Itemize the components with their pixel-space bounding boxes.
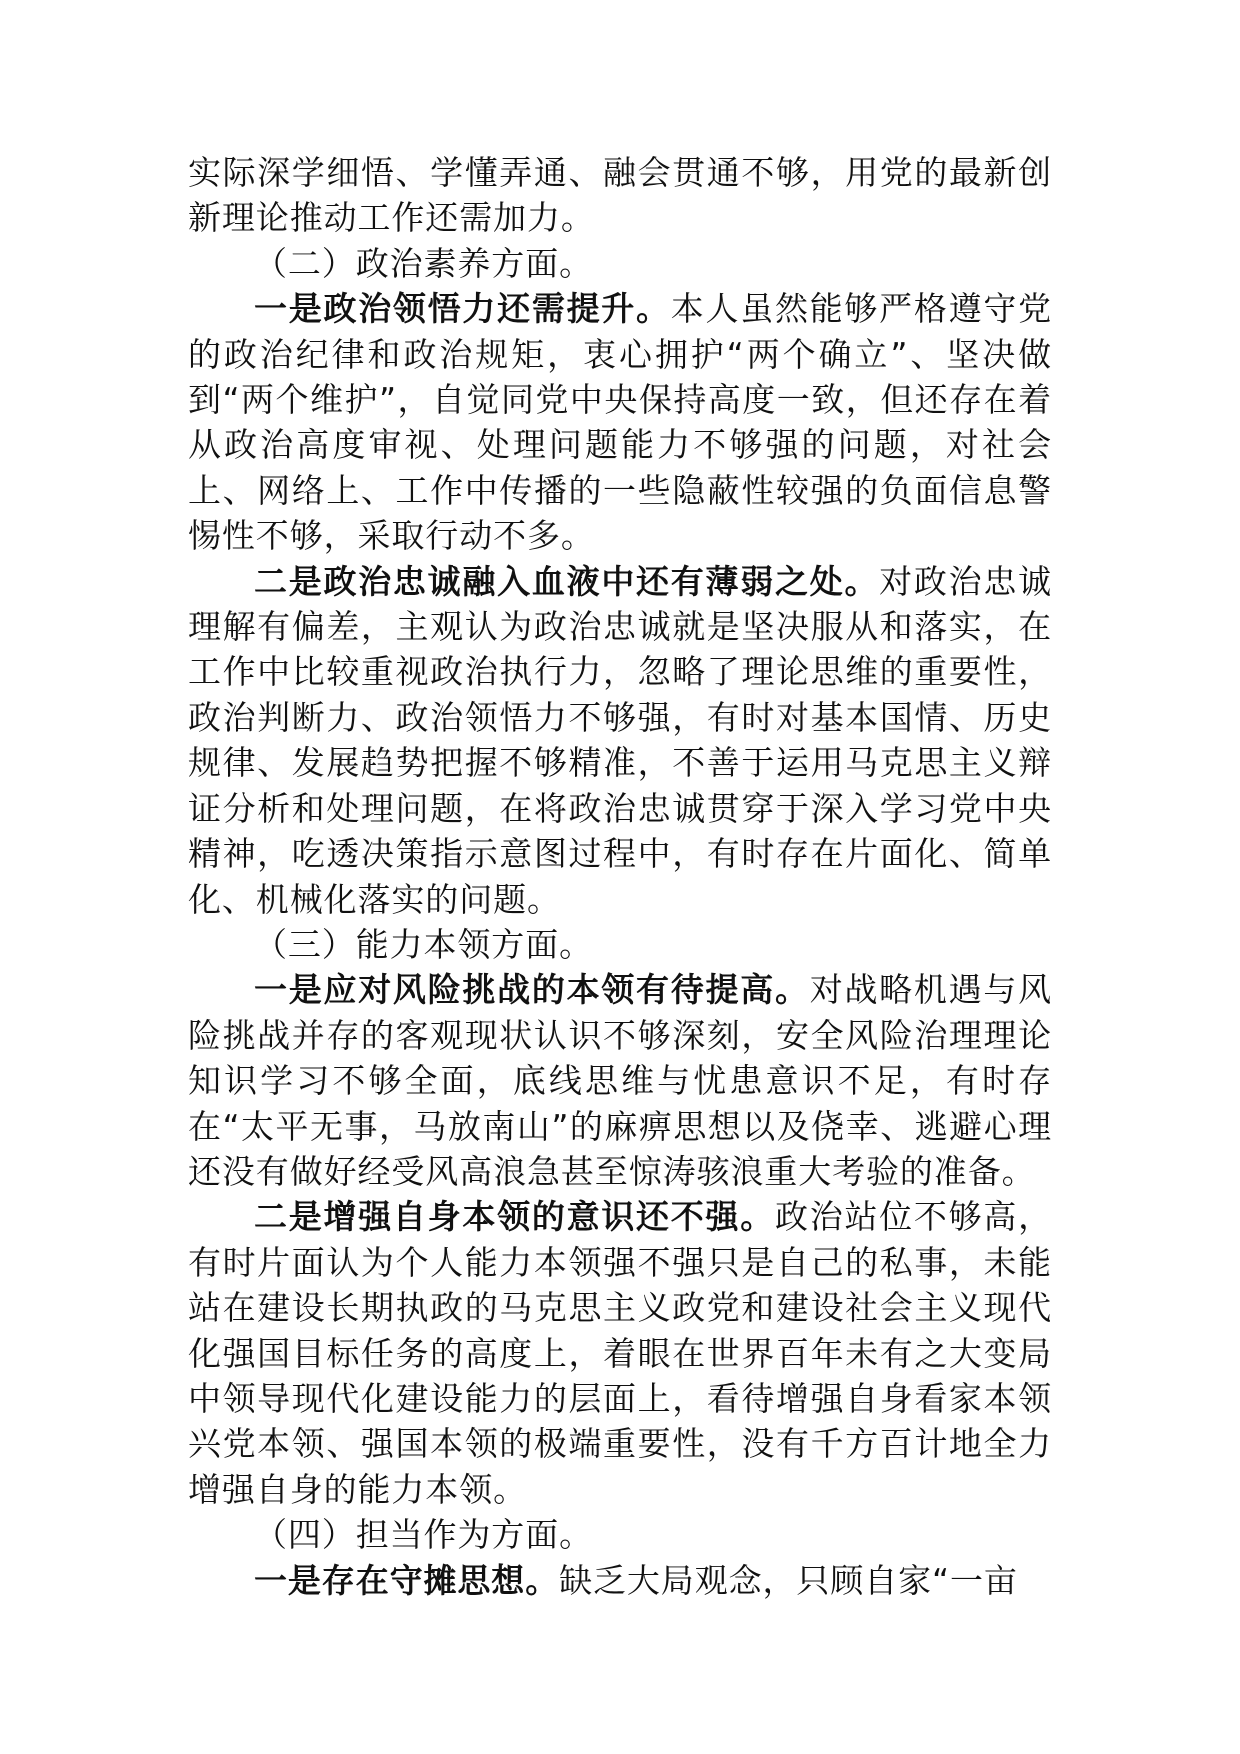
paragraph-lead: 一是应对风险挑战的本领有待提高。 [254,970,810,1010]
paragraph-lead: 二是增强自身本领的意识还不强。 [254,1197,775,1237]
paragraph-lead: 一是政治领悟力还需提升。 [254,289,671,329]
paragraph-self-improvement [188,1194,1052,1512]
paragraph-body: 对政治忠诚理解有偏差，主观认为政治忠诚就是坚决服从和落实，在工作中比较重视政治执行力，忽略了理论思维的重要性，政治判断力、政治领悟力不够强，有时对基本国情、历史规律、发展趋势把握不够精准，不善于运用马克思主义辩证分析和处理问题，在将政治忠诚贯穿于深入学习党中央精神，吃透决策指示意图过程中，有时存在片面化、简单化、机械化落实的问题。 [188,561,1052,919]
section-heading-political-quality: （二）政治素养方面。 [254,243,593,283]
section-heading-ability: （三）能力本领方面。 [254,924,593,964]
paragraph-body: 政治站位不够高，有时片面认为个人能力本领强不强只是自己的私事，未能站在建设长期执政的马克思主义政党和建设社会主义现代化强国目标任务的高度上，着眼在世界百年未有之大变局中领导现代化建设能力的层面上，看待增强自身看家本领兴党本领、强国本领的极端重要性，没有千方百计地全力增强自身的能力本领。 [188,1197,1053,1509]
paragraph-continuation: 实际深学细悟、学懂弄通、融会贯通不够，用党的最新创新理论推动工作还需加力。 [188,153,1052,238]
paragraph-body: 缺乏大局观念，只顾自家“一亩 [559,1560,1018,1600]
paragraph-lead: 二是政治忠诚融入血液中还有薄弱之处。 [254,561,880,601]
document-page [188,150,1052,1603]
paragraph-lead: 一是存在守摊思想。 [254,1560,560,1600]
paragraph-risk-response [188,967,1052,1194]
paragraph-body: 本人虽然能够严格遵守党的政治纪律和政治规矩，衷心拥护“两个确立”、坚决做到“两个维护”，自觉同党中央保持高度一致，但还存在着从政治高度审视、处理问题能力不够强的问题，对社会上、网络上、工作中传播的一些隐蔽性较强的负面信息警惕性不够，采取行动不多。 [188,289,1052,556]
paragraph-political-loyalty [188,559,1052,922]
paragraph-conservative-thinking [188,1558,1052,1603]
paragraph-body: 对战略机遇与风险挑战并存的客观现状认识不够深刻，安全风险治理理论知识学习不够全面，底线思维与忧患意识不足，有时存在“太平无事，马放南山”的麻痹思想以及侥幸、逃避心理还没有做好经受风高浪急甚至惊涛骇浪重大考验的准备。 [188,970,1052,1191]
section-heading-responsibility: （四）担当作为方面。 [254,1515,593,1555]
paragraph-political-insight [188,286,1052,558]
